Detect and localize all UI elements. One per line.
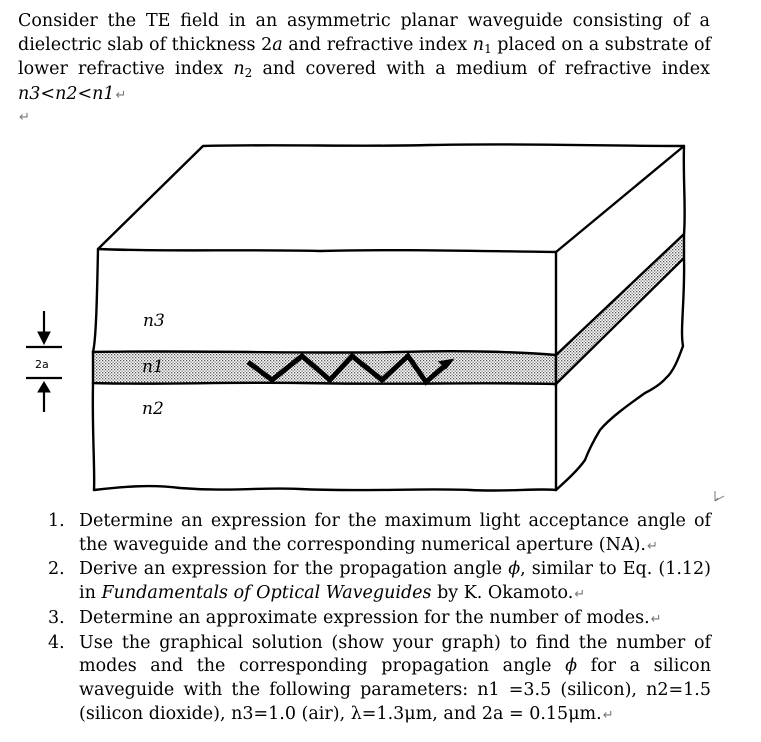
question-item-2: 2. Derive an expression for the propagation angle ϕ, similar to Eq. (1.12) in Fundamentals of Optical Waveguides by K. Okamoto.↵: [48, 559, 711, 604]
question-item-1: 1. Determine an expression for the maximum light acceptance angle of the waveguide and the corresponding numerical aperture (NA).↵: [48, 511, 711, 555]
intro-line-3: lower refractive index n2 and covered with a medium of refractive index: [18, 59, 710, 80]
text-cursor-mark-icon: [712, 489, 726, 508]
thickness-label: 2a: [35, 358, 49, 371]
question-item-4: 4. Use the graphical solution (show your graph) to find the number of modes and the corresponding propagation angle ϕ for a silicon waveguide with the following parameters: n1 =3.5 (silicon), n2=1.5 (silicon dioxide), n3=1.0 (air), λ=1.3μm, and 2a = 0.15μm.↵: [48, 632, 711, 724]
intro-line-1: Consider the TE field in an asymmetric planar waveguide consisting of a: [18, 11, 710, 31]
label-n3: n3: [143, 311, 165, 331]
label-n1: n1: [142, 357, 164, 377]
intro-line-2: dielectric slab of thickness 2a and refractive index n1 placed on a substrate of: [18, 34, 712, 56]
waveguide-figure: [0, 130, 761, 500]
paragraph-mark-icon: ↵: [115, 87, 127, 103]
question-item-3: 3. Determine an approximate expression for the number of modes.↵: [48, 607, 662, 628]
intro-line-4: n3<n2<n1↵: [18, 83, 127, 104]
core-slab-side: [556, 234, 684, 384]
question-list: [48, 510, 711, 727]
label-n2: n2: [142, 399, 164, 419]
top-face: [98, 144, 684, 252]
problem-statement: [18, 10, 710, 107]
empty-paragraph-mark-icon: ↵: [19, 110, 30, 125]
front-face-bottom-edge: [94, 486, 556, 491]
